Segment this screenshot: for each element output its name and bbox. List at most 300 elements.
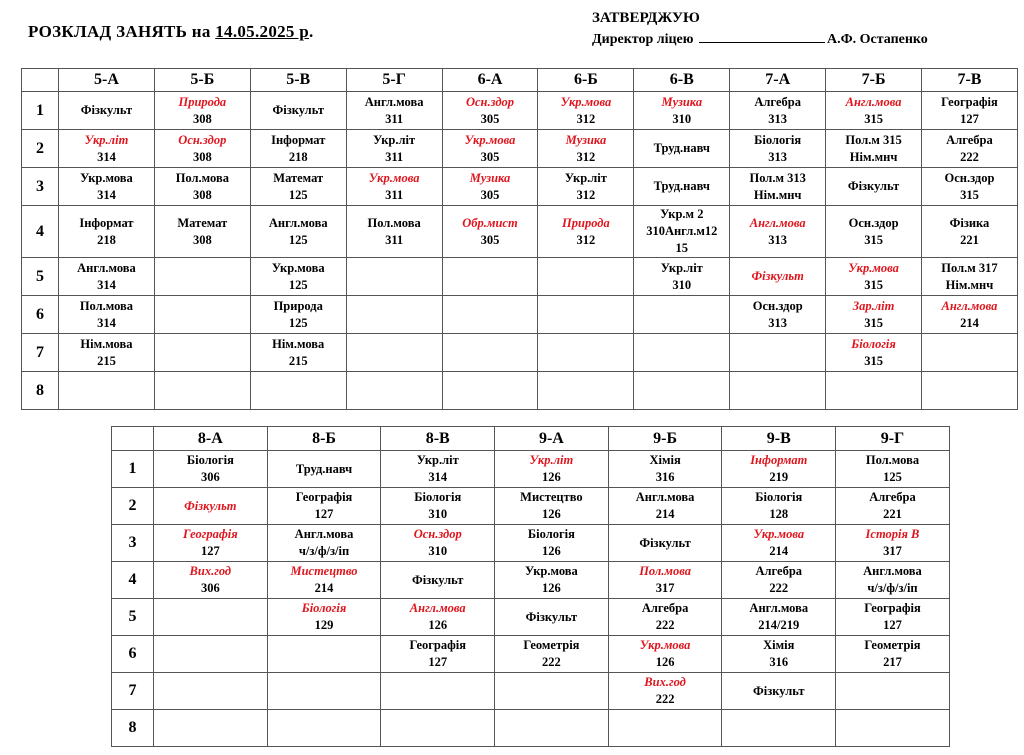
subject-name: Інформат xyxy=(79,215,134,230)
room-number: 126 xyxy=(542,507,561,521)
approve-title: ЗАТВЕРДЖУЮ xyxy=(592,10,700,26)
room-number: 221 xyxy=(883,507,902,521)
lesson-cell xyxy=(730,258,826,296)
subject-name: Хімія xyxy=(649,453,681,467)
subject-name: Укр.мова xyxy=(639,638,691,652)
lesson-cell xyxy=(442,168,538,206)
lesson-row xyxy=(22,168,1018,206)
lesson-cell xyxy=(381,636,495,673)
room-number: 218 xyxy=(97,232,116,247)
room-number: 310 xyxy=(428,544,448,558)
lesson-number: 5 xyxy=(112,599,154,636)
class-header: 5-А xyxy=(59,69,155,92)
room-number: 311 xyxy=(385,149,404,164)
room-number: 215 xyxy=(97,353,116,368)
lesson-cell xyxy=(442,334,538,372)
subject-name: Географія xyxy=(295,490,353,504)
lesson-cell xyxy=(495,451,609,488)
lesson-cell xyxy=(826,372,922,410)
subject-name: Музика xyxy=(469,170,511,185)
lesson-number: 8 xyxy=(112,710,154,747)
room-number: 317 xyxy=(655,581,675,595)
schedule-date: 14.05.2025 р xyxy=(215,22,310,41)
lesson-cell xyxy=(608,525,722,562)
lesson-cell xyxy=(381,525,495,562)
lesson-cell xyxy=(836,451,950,488)
lesson-cell xyxy=(154,372,250,410)
lesson-cell xyxy=(267,636,381,673)
room-number: 222 xyxy=(769,581,789,595)
lesson-cell xyxy=(59,372,155,410)
class-header: 7-Б xyxy=(826,69,922,92)
lesson-cell xyxy=(250,334,346,372)
subject-name: Природа xyxy=(562,215,610,230)
subject-name: Біологія xyxy=(754,132,802,147)
room-number: 308 xyxy=(192,111,212,126)
subject-name: Укр.мова xyxy=(271,260,325,275)
approval-block xyxy=(592,8,928,50)
lesson-cell xyxy=(154,451,268,488)
lesson-row xyxy=(22,258,1018,296)
subject-name: Пол.мова xyxy=(639,564,691,578)
subject-name: Труд.навч xyxy=(653,179,710,193)
lesson-cell xyxy=(836,673,950,710)
lesson-cell xyxy=(154,92,250,130)
lesson-cell xyxy=(267,525,381,562)
subject-name: Геометрія xyxy=(864,638,921,652)
room-number: 306 xyxy=(200,581,220,595)
lesson-cell xyxy=(154,525,268,562)
subject-name: Вих.год xyxy=(644,675,686,689)
lesson-cell xyxy=(634,92,730,130)
lesson-cell xyxy=(836,710,950,747)
room-number: 313 xyxy=(768,149,788,164)
lesson-cell xyxy=(922,206,1018,258)
lesson-row xyxy=(22,130,1018,168)
lesson-cell xyxy=(634,334,730,372)
lesson-cell xyxy=(922,334,1018,372)
lesson-cell xyxy=(154,599,268,636)
lesson-cell xyxy=(608,451,722,488)
subject-name: Англ.мова xyxy=(845,94,902,109)
lesson-number: 7 xyxy=(22,334,59,372)
lesson-cell xyxy=(442,206,538,258)
header-row xyxy=(112,427,950,451)
director-label: Директор ліцею xyxy=(592,32,694,47)
subject-name: Музика xyxy=(661,94,703,109)
subject-name: Природа xyxy=(178,94,227,109)
lesson-row xyxy=(112,488,950,525)
director-line xyxy=(592,29,928,50)
lesson-cell xyxy=(538,206,634,258)
lesson-cell xyxy=(381,451,495,488)
room-number: 316 xyxy=(655,470,675,484)
lesson-cell xyxy=(730,206,826,258)
room-number: 312 xyxy=(576,111,596,126)
subject-name: Біологія xyxy=(851,336,896,351)
subject-name: Англ.мова xyxy=(635,490,695,504)
lesson-cell xyxy=(267,451,381,488)
room-number: 314 xyxy=(97,277,116,292)
room-number: 127 xyxy=(428,655,448,669)
lesson-number: 3 xyxy=(112,525,154,562)
subject-name: Біологія xyxy=(755,490,803,504)
lesson-cell xyxy=(608,710,722,747)
room-number: 308 xyxy=(192,232,212,247)
lesson-cell xyxy=(722,488,836,525)
subject-name: Осн.здор xyxy=(465,94,515,109)
room-number: 313 xyxy=(768,232,788,247)
subject-name: Нім.мова xyxy=(272,336,325,351)
subject-name: Укр.мова xyxy=(368,170,420,185)
subject-name: Осн.здор xyxy=(944,170,995,185)
lesson-cell xyxy=(59,206,155,258)
room-number: 126 xyxy=(542,470,561,484)
lesson-cell xyxy=(722,599,836,636)
lesson-cell xyxy=(346,206,442,258)
room-number: 312 xyxy=(576,149,596,164)
subject-name: Пол.мова xyxy=(367,215,421,230)
lesson-cell xyxy=(346,372,442,410)
room-number: 314 xyxy=(97,149,116,164)
lesson-number: 4 xyxy=(22,206,59,258)
room-number: 312 xyxy=(576,232,596,247)
subject-name: Алгебра xyxy=(754,94,801,109)
lesson-cell xyxy=(608,636,722,673)
subject-name: Пол.мова xyxy=(175,170,229,185)
room-number: 218 xyxy=(288,149,308,164)
lesson-cell xyxy=(154,636,268,673)
subject-name: Укр.м 2 xyxy=(660,207,704,221)
lesson-cell xyxy=(922,168,1018,206)
room-number: 219 xyxy=(769,470,789,484)
subject-name: Природа xyxy=(273,298,323,313)
subject-name: Фізкульт xyxy=(751,269,804,283)
lesson-cell xyxy=(836,562,950,599)
lesson-cell xyxy=(442,296,538,334)
lesson-row xyxy=(112,636,950,673)
room-number: 125 xyxy=(288,232,308,247)
lesson-cell xyxy=(154,206,250,258)
subject-name: Алгебра xyxy=(641,601,689,615)
lesson-cell xyxy=(722,636,836,673)
subject-name: Обр.мист xyxy=(462,215,518,230)
subject-name: Математ xyxy=(177,215,228,230)
room-number: 214 xyxy=(314,581,334,595)
lesson-cell xyxy=(154,710,268,747)
lesson-cell xyxy=(836,636,950,673)
subject-name: Географія xyxy=(182,527,238,541)
room-number: 222 xyxy=(960,149,979,164)
lesson-cell xyxy=(381,710,495,747)
lesson-cell xyxy=(730,372,826,410)
room-number: 315 xyxy=(864,277,883,292)
subject-name: Алгебра xyxy=(946,132,993,147)
subject-name: Англ.мова xyxy=(863,564,922,578)
subject-name: Хімія xyxy=(763,638,795,652)
room-number: 127 xyxy=(960,111,979,126)
lesson-cell xyxy=(722,710,836,747)
subject-name: Інформат xyxy=(750,453,808,467)
subject-name: Зар.літ xyxy=(852,298,895,313)
lesson-number: 5 xyxy=(22,258,59,296)
subject-name: Англ.мова xyxy=(268,215,328,230)
lesson-cell xyxy=(154,334,250,372)
subject-name: Укр.мова xyxy=(753,527,805,541)
subject-name: Геометрія xyxy=(523,638,580,652)
lesson-cell xyxy=(154,258,250,296)
subject-name: Мистецтво xyxy=(290,564,358,578)
class-header: 9-Г xyxy=(836,427,950,451)
director-name: А.Ф. Остапенко xyxy=(826,32,928,47)
class-header: 8-А xyxy=(154,427,268,451)
subject-name: Алгебра xyxy=(755,564,803,578)
lesson-cell xyxy=(495,488,609,525)
class-header: 6-В xyxy=(634,69,730,92)
room-number: 305 xyxy=(480,232,500,247)
subject-name: Біологія xyxy=(414,490,462,504)
lesson-cell xyxy=(634,206,730,258)
room-number: 313 xyxy=(768,111,788,126)
lesson-cell xyxy=(722,451,836,488)
room-number: 129 xyxy=(314,618,334,632)
lesson-cell xyxy=(442,92,538,130)
lesson-cell xyxy=(154,562,268,599)
class-header: 5-Г xyxy=(346,69,442,92)
schedule-title xyxy=(28,22,314,42)
lesson-cell xyxy=(722,673,836,710)
lesson-row xyxy=(112,673,950,710)
room-number: 315 xyxy=(864,232,883,247)
room-number: 312 xyxy=(576,187,596,202)
lesson-cell xyxy=(836,488,950,525)
lesson-row xyxy=(112,599,950,636)
subject-name: Укр.мова xyxy=(525,564,578,578)
subject-name: Вих.год xyxy=(189,564,232,578)
lesson-cell xyxy=(154,130,250,168)
lesson-cell xyxy=(154,488,268,525)
lesson-cell xyxy=(826,296,922,334)
lesson-cell xyxy=(730,168,826,206)
lesson-cell xyxy=(250,92,346,130)
lesson-cell xyxy=(538,168,634,206)
lesson-cell xyxy=(730,130,826,168)
lesson-cell xyxy=(826,130,922,168)
class-header: 5-В xyxy=(250,69,346,92)
lesson-cell xyxy=(836,525,950,562)
room-number: 127 xyxy=(883,618,902,632)
lesson-cell xyxy=(59,334,155,372)
room-number: 125 xyxy=(288,315,308,330)
lesson-cell xyxy=(59,258,155,296)
lesson-cell xyxy=(826,334,922,372)
subject-name: Пол.м 317 xyxy=(941,260,998,275)
lesson-cell xyxy=(267,673,381,710)
lesson-cell xyxy=(495,636,609,673)
subject-name: Укр.літ xyxy=(564,170,607,185)
lesson-cell xyxy=(59,296,155,334)
lesson-cell xyxy=(267,599,381,636)
subject-name: Англ.мова xyxy=(409,601,466,615)
lesson-cell xyxy=(381,488,495,525)
lesson-cell xyxy=(267,488,381,525)
lesson-cell xyxy=(722,525,836,562)
lesson-row xyxy=(112,525,950,562)
lesson-cell xyxy=(381,599,495,636)
room-number: 125 xyxy=(288,187,308,202)
lesson-cell xyxy=(826,258,922,296)
room-number: 311 xyxy=(385,187,404,202)
room-number: 214 xyxy=(769,544,789,558)
lesson-number: 3 xyxy=(22,168,59,206)
lesson-cell xyxy=(608,562,722,599)
room-number: 15 xyxy=(675,241,689,255)
lesson-row xyxy=(22,92,1018,130)
lesson-cell xyxy=(346,130,442,168)
subject-name: Математ xyxy=(273,170,324,185)
lesson-number: 7 xyxy=(112,673,154,710)
subject-name: Фізкульт xyxy=(80,103,133,117)
lesson-cell xyxy=(608,599,722,636)
lesson-cell xyxy=(634,296,730,334)
subject-name: Пол.мова xyxy=(865,453,920,467)
subject-name: Музика xyxy=(565,132,607,147)
subject-name: Англ.мова xyxy=(749,215,806,230)
header-row xyxy=(22,69,1018,92)
lesson-cell xyxy=(722,562,836,599)
room-number: 310 xyxy=(428,507,448,521)
room-number: 126 xyxy=(655,655,675,669)
room-number: 316 xyxy=(769,655,789,669)
room-number: 222 xyxy=(542,655,561,669)
class-header: 9-Б xyxy=(608,427,722,451)
room-number: 214 xyxy=(655,507,675,521)
class-header: 9-В xyxy=(722,427,836,451)
lesson-number: 4 xyxy=(112,562,154,599)
lesson-cell xyxy=(346,334,442,372)
lesson-cell xyxy=(154,296,250,334)
lesson-cell xyxy=(538,258,634,296)
lesson-cell xyxy=(826,168,922,206)
signature-line xyxy=(699,30,825,43)
subject-name: Інформат xyxy=(271,132,326,147)
corner-cell xyxy=(112,427,154,451)
schedule-table-grades-5-7 xyxy=(21,68,1018,410)
room-number: 126 xyxy=(542,581,561,595)
subject-name: Англ.мова xyxy=(77,260,136,275)
lesson-row xyxy=(112,710,950,747)
subject-name: Фізкульт xyxy=(525,609,578,624)
lesson-cell xyxy=(730,334,826,372)
lesson-cell xyxy=(250,130,346,168)
room-number: 311 xyxy=(385,232,404,247)
subject-name: Осн.здор xyxy=(178,132,227,147)
class-header: 7-В xyxy=(922,69,1018,92)
class-header: 9-А xyxy=(495,427,609,451)
lesson-row xyxy=(112,562,950,599)
lesson-cell xyxy=(495,710,609,747)
room-number: 308 xyxy=(192,149,212,164)
room-number: Нім.мнч xyxy=(753,187,802,202)
room-number: 310 xyxy=(672,277,692,292)
subject-name: Англ.мова xyxy=(941,298,998,313)
subject-name: Географія xyxy=(864,601,921,615)
lesson-cell xyxy=(495,673,609,710)
class-header: 7-А xyxy=(730,69,826,92)
lesson-cell xyxy=(250,296,346,334)
lesson-cell xyxy=(922,258,1018,296)
lesson-cell xyxy=(826,206,922,258)
lesson-number: 6 xyxy=(22,296,59,334)
room-number: 310Англ.м12 xyxy=(646,224,718,238)
subject-name: Осн.здор xyxy=(848,215,899,230)
lesson-cell xyxy=(538,372,634,410)
lesson-cell xyxy=(495,525,609,562)
room-number: 217 xyxy=(883,655,902,669)
room-number: 222 xyxy=(655,692,675,706)
corner-cell xyxy=(22,69,59,92)
lesson-cell xyxy=(346,258,442,296)
lesson-cell xyxy=(381,562,495,599)
lesson-cell xyxy=(442,372,538,410)
subject-name: Фізкульт xyxy=(847,179,900,193)
subject-name: Укр.літ xyxy=(84,132,129,147)
room-number: 214/219 xyxy=(758,618,800,632)
lesson-cell xyxy=(154,673,268,710)
lesson-cell xyxy=(59,168,155,206)
schedule-table-grades-8-9 xyxy=(111,426,950,747)
room-number: 126 xyxy=(542,544,561,558)
room-number: 311 xyxy=(385,111,404,126)
room-number: 313 xyxy=(768,315,788,330)
lesson-cell xyxy=(346,168,442,206)
subject-name: Англ.мова xyxy=(364,94,424,109)
lesson-cell xyxy=(442,258,538,296)
lesson-cell xyxy=(538,334,634,372)
lesson-cell xyxy=(267,710,381,747)
class-header: 8-В xyxy=(381,427,495,451)
subject-name: Англ.мова xyxy=(749,601,809,615)
lesson-cell xyxy=(442,130,538,168)
room-number: 125 xyxy=(288,277,308,292)
subject-name: Укр.мова xyxy=(464,132,516,147)
lesson-cell xyxy=(922,296,1018,334)
lesson-number: 8 xyxy=(22,372,59,410)
subject-name: Географія xyxy=(409,638,466,652)
lesson-cell xyxy=(346,92,442,130)
subject-name: Фізика xyxy=(949,215,990,230)
lesson-cell xyxy=(267,562,381,599)
room-number: Нім.мнч xyxy=(849,149,898,164)
lesson-cell xyxy=(836,599,950,636)
subject-name: Фізкульт xyxy=(272,103,324,117)
title-prefix: РОЗКЛАД ЗАНЯТЬ на xyxy=(28,22,216,41)
subject-name: Укр.літ xyxy=(416,453,459,467)
subject-name: Пол.м 315 xyxy=(845,132,902,147)
lesson-cell xyxy=(538,130,634,168)
subject-name: Нім.мова xyxy=(80,336,133,351)
lesson-cell xyxy=(730,296,826,334)
lesson-row xyxy=(22,372,1018,410)
lesson-cell xyxy=(634,168,730,206)
lesson-cell xyxy=(538,92,634,130)
subject-name: Укр.мова xyxy=(80,170,133,185)
room-number: 126 xyxy=(428,618,448,632)
room-number: ч/з/ф/з/іп xyxy=(867,581,918,595)
lesson-cell xyxy=(346,296,442,334)
subject-name: Англ.мова xyxy=(294,527,354,541)
lesson-cell xyxy=(495,599,609,636)
